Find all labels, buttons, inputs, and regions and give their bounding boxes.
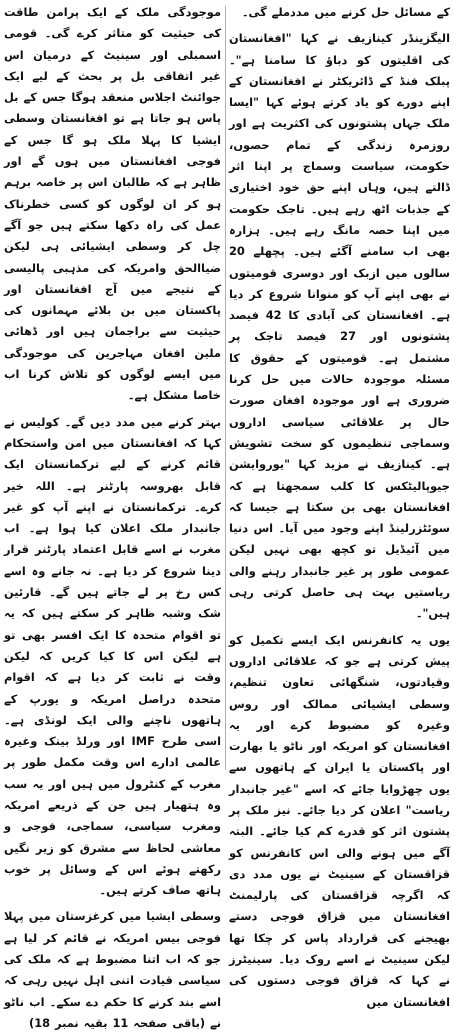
- paragraph: الیگزینڈر کینازیف نے کہا "افغانستان کی اقلیتوں کو دباؤ کا سامنا ہے"۔ پبلک فنڈ کے ڈائریکٹر نے افغانستان کے اپنے دورے کو یاد کرتے ہوئے کہا "ایسا ملک جہاں پشتونوں کی اکثریت ہے اور روزمرہ زندگی کے تمام حصوں، حکومت، سیاست وسماج پر اپنا اثر ڈالتے ہیں، وہاں اپنے حق خود اختیاری کے جذبات اٹھ رہے ہیں۔ تاجک حکومت میں اپنا حصہ مانگ رہے ہیں۔ ہزارہ بھی اب سامنے آگئے ہیں۔ پچھلے 20 سالوں میں ازبک اور دوسری قومیتوں نے بھی اپنے آپ کو منوانا شروع کر دیا ہے۔ افغانستان کی آبادی کا 42 فیصد پشتونوں اور 27 فیصد تاجک پر مشتمل ہے۔ قومیتوں کے حقوق کا مسئلہ موجودہ حالات میں حل کرنا ضروری ہے اور موجودہ افغان صورت حال پر علاقائی سیاسی اداروں وسماجی تنظیموں کو سخت تشویش ہے۔ کینازیف نے مزید کہا "یوروایشن جیوپالیٹکس کا کلب سمجھتا ہے کہ افغانستان بھی بن سکتا ہے جیسا کہ سوئٹزرلینڈ اپنے وجود میں آیا۔ اس دنیا میں آئیڈیل تو کچھ بھی نہیں لیکن عمومی طور پر غیر جانبدار رہنے والی ریاستیں بہت ہی حاصل کرتی رہی ہیں"۔: [229, 31, 450, 621]
- column-divider: [225, 6, 226, 770]
- paragraph: موجودگی ملک کے ایک پرامن طاقت کی حیثیت کو متاثر کرے گی۔ قومی اسمبلی اور سینیٹ کے درمیان اس غیر اتفاقی بل پر بحث کے لیے ایک جوائنٹ اجلاس منعقد ہوگا جس کے بل پاس ہو جاتا ہے تو افغانستان وسطی ایشیا کا پہلا ملک ہو گا جس کے فوجی افغانستان میں ہوں گے اور ظاہر ہے کہ طالبان اس پر خاصہ برہم ہو کر ان لوگوں کو کسی خطرناک عمل کی راہ دکھا سکتے ہیں جو آگے چل کر وسطی ایشیائی ہی لیکن ضیاالحق وامریکہ کی مذہبی پالیسی کے نتیجے میں آج افغانستان اور پاکستان میں بن بلائے مہمانوں کی حیثیت سے براجمان ہیں اور ڈھائی ملین افغان مہاجرین کی موجودگی میں ایسے لوگوں کو تلاش کرنا اب خاصا مشکل ہے۔: [4, 5, 221, 403]
- paragraph: یوں یہ کانفرنس ایک ایسے تکمیل کو پیش کرتی ہے جو کہ علاقائی اداروں وقیادتوں، شنگھائی تعاون تنظیم، وسطی ایشیائی ممالک اور روس وغیرہ کو مضبوط کرے اور یہ افغانستان کو امریکہ اور ناٹو یا بھارت اور پاکستان یا ایران کے ہاتھوں سے یوں چھڑوایا جائے کہ اسے "غیر جانبدار ریاست" اعلان کر دیا جائے۔ نیز ملک پر پشتون اثر کو قدرے کم کیا جائے۔ البتہ آگے میں ہونے والی اس کانفرنس کو قزاقستان کے سینیٹ نے یوں مدد دی کہ اگرچہ قزاقستان کی پارلیمنٹ افغانستان میں قزاق فوجی دستے بھیجنے کی قرارداد پاس کر چکا تھا لیکن سینیٹ نے اسے روک دیا۔ سینیٹرز نے کہا کہ قزاق فوجی دستوں کی افغانستان میں: [229, 632, 450, 1009]
- paragraph: وسطی ایشیا میں کرغزستان میں پہلا فوجی بیس امریکہ نے قائم کر لیا ہے جو کہ اب اتنا مضبوط ہے کہ ملک کی سیاسی قیادت اتنی اہل نہیں رہی کہ اسے بند کرنے کا حکم دے سکے۔ اب ناٹو نے (باقی صفحہ 11 بقیہ نمبر 18): [4, 909, 221, 1030]
- paragraph: کے مسائل حل کرنے میں مددملے گی۔: [241, 5, 450, 19]
- right-column: [229, 2, 450, 1009]
- left-column: [4, 2, 221, 1030]
- paragraph: بہتر کرنے میں مدد دیں گے۔ کولیس نے کہا کہ افغانستان میں امن واستحکام قائم کرنے کے لیے ترکمانستان ایک قابل بھروسہ پارٹنر ہے۔ اللہ خیر کرے۔ ترکمانستان نے اپنے آپ کو غیر جانبدار ملک اعلان کیا ہوا ہے۔ اب مغرب نے اسے قابل اعتماد پارٹنر قرار دینا شروع کر دیا ہے۔ نہ جانے وہ اسے کس رخ پر لے جاتے ہیں گے۔ قارئین شک وشبہ ظاہر کر سکتے ہیں کہ یہ تو اقوام متحدہ کا ایک افسر بھی تو ہے لیکن اس کا کیا کریں کہ لیکن وقت نے ثابت کر دیا ہے کہ اقوام متحدہ دراصل امریکہ و یورپ کے ہاتھوں ناچنے والی ایک لونڈی ہے۔ اسی طرح IMF اور ورلڈ بینک وغیرہ عالمی ادارے اس وقت مکمل طور پر مغرب کے کنٹرول میں ہیں اور یہ سب وہ ہتھیار ہیں جن کے ذریعے امریکہ ومغرب سیاسی، سماجی، فوجی و معاشی لحاظ سے مشرق کو زیر نگیں رکھتے ہوئے اس کے وسائل پر خوب ہاتھ صاف کرتے ہیں۔: [4, 414, 221, 898]
